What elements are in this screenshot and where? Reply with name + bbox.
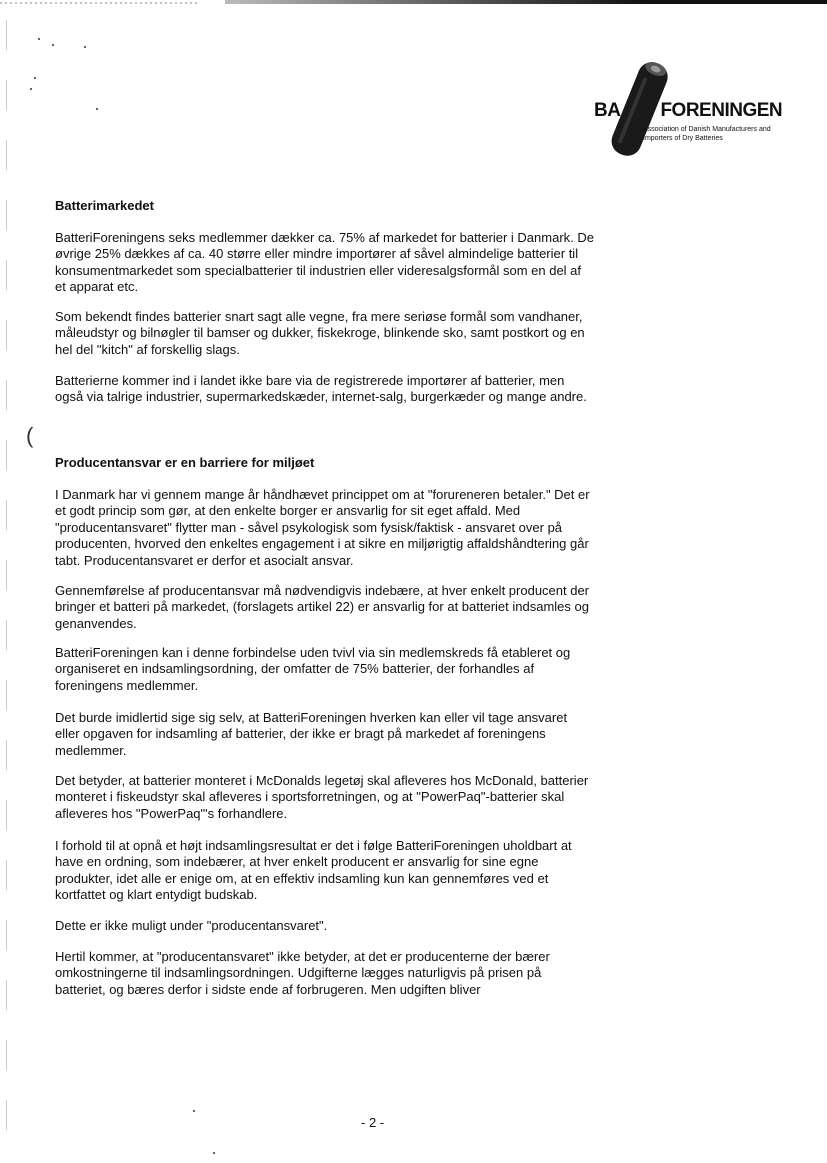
- scan-speck: [52, 44, 54, 46]
- paragraph: BatteriForeningen kan i denne forbindelse uden tvivl via sin medlemskreds få etableret og organiseret en indsamlingsordning, der omfatter de 75% batterier, der forhandles af foreningens medlemmer.: [55, 645, 571, 693]
- section-heading-producentansvar: Producentansvar er en barriere for miljøet: [55, 455, 315, 470]
- scan-artifact-top-dots: [0, 2, 200, 4]
- paragraph: BatteriForeningens seks medlemmer dækker ca. 75% af markedet for batterier i Danmark. De øvrige 25% dækkes af ca. 40 større eller mindre importører af såvel almindelige batterier til konsumentmarkedet som specialbatterier til industrien eller videresalgsformål som en del af et apparat etc.: [55, 230, 594, 295]
- paragraph: I forhold til at opnå et højt indsamlingsresultat er det i følge BatteriForeningen uholdbart at have en ordning, som indebærer, at hver enkelt producent er ansvarlig for sine egne produkter, idet alle er enige om, at en effektiv indsamling kun kan gennemføres ved et kortfattet og klart entydigt budskab.: [55, 838, 572, 903]
- batteriforeningen-logo: [585, 58, 785, 162]
- scan-speck: [34, 77, 36, 79]
- paragraph: Gennemførelse af producentansvar må nødvendigvis indebære, at hver enkelt producent der bringer et batteri på markedet, (forslagets artikel 22) er ansvarlig for at batteriet indsamles og genanvendes.: [55, 583, 590, 631]
- scan-speck: [213, 1152, 215, 1154]
- scan-artifact-left-edge: [6, 20, 7, 1130]
- paragraph: Det burde imidlertid sige sig selv, at BatteriForeningen hverken kan eller vil tage ansvaret eller opgaven for indsamling af batterier, der ikke er bragt på markedet af foreningens medlemmer.: [55, 710, 568, 758]
- scan-speck: [84, 46, 86, 48]
- paragraph: Som bekendt findes batterier snart sagt alle vegne, fra mere seriøse formål som vandhaner, måleudstyr og bilnøgler til bamser og dukker, fiskekroge, blinkende sko, samt postkort og en hel del "kitch" af forskellig slags.: [55, 309, 585, 357]
- logo-subtitle: Association of Danish Manufacturers and Importers of Dry Batteries: [643, 126, 771, 142]
- scan-speck: [38, 38, 40, 40]
- page-number: - 2 -: [361, 1115, 385, 1130]
- paragraph: I Danmark har vi gennem mange år håndhævet princippet om at "forureneren betaler." Det er et godt princip som gør, at den enkelte borger er ansvarlig for sit eget affald. Med "producentansvaret" flytter man - såvel psykologisk som fysisk/faktisk - ansvaret over på producenten, hvorved den enkeltes engagement i at sikre en miljørigtig affaldshåndtering går tabt. Producentansvaret er derfor et asocialt ansvar.: [55, 487, 590, 568]
- section-heading-batterimarkedet: Batterimarkedet: [55, 198, 154, 213]
- logo-wordmark: BA FORENINGEN: [594, 100, 783, 121]
- paragraph: Det betyder, at batterier monteret i McDonalds legetøj skal afleveres hos McDonald, batterier monteret i fiskeudstyr skal afleveres i sportsforretningen, og at "PowerPaq"-batterier skal afleveres hos "PowerPaq"'s forhandlere.: [55, 773, 589, 821]
- scan-artifact-top-bar: [225, 0, 827, 4]
- scan-speck: [30, 88, 32, 90]
- scan-speck: [193, 1110, 195, 1112]
- paragraph: Dette er ikke muligt under "producentansvaret".: [55, 918, 328, 933]
- paragraph: Batterierne kommer ind i landet ikke bare via de registrerede importører af batterier, men også via talrige industrier, supermarkedskæder, internet-salg, burgerkæder og mange andre.: [55, 373, 587, 405]
- paragraph: Hertil kommer, at "producentansvaret" ikke betyder, at det er producenterne der bærer omkostningerne til indsamlingsordningen. Udgifterne lægges naturligvis på prisen på batteriet, og bæres derfor i sidste ende af forbrugeren. Men udgiften bliver: [55, 949, 550, 997]
- scan-artifact-paren: (: [26, 423, 34, 448]
- scan-speck: [96, 108, 98, 110]
